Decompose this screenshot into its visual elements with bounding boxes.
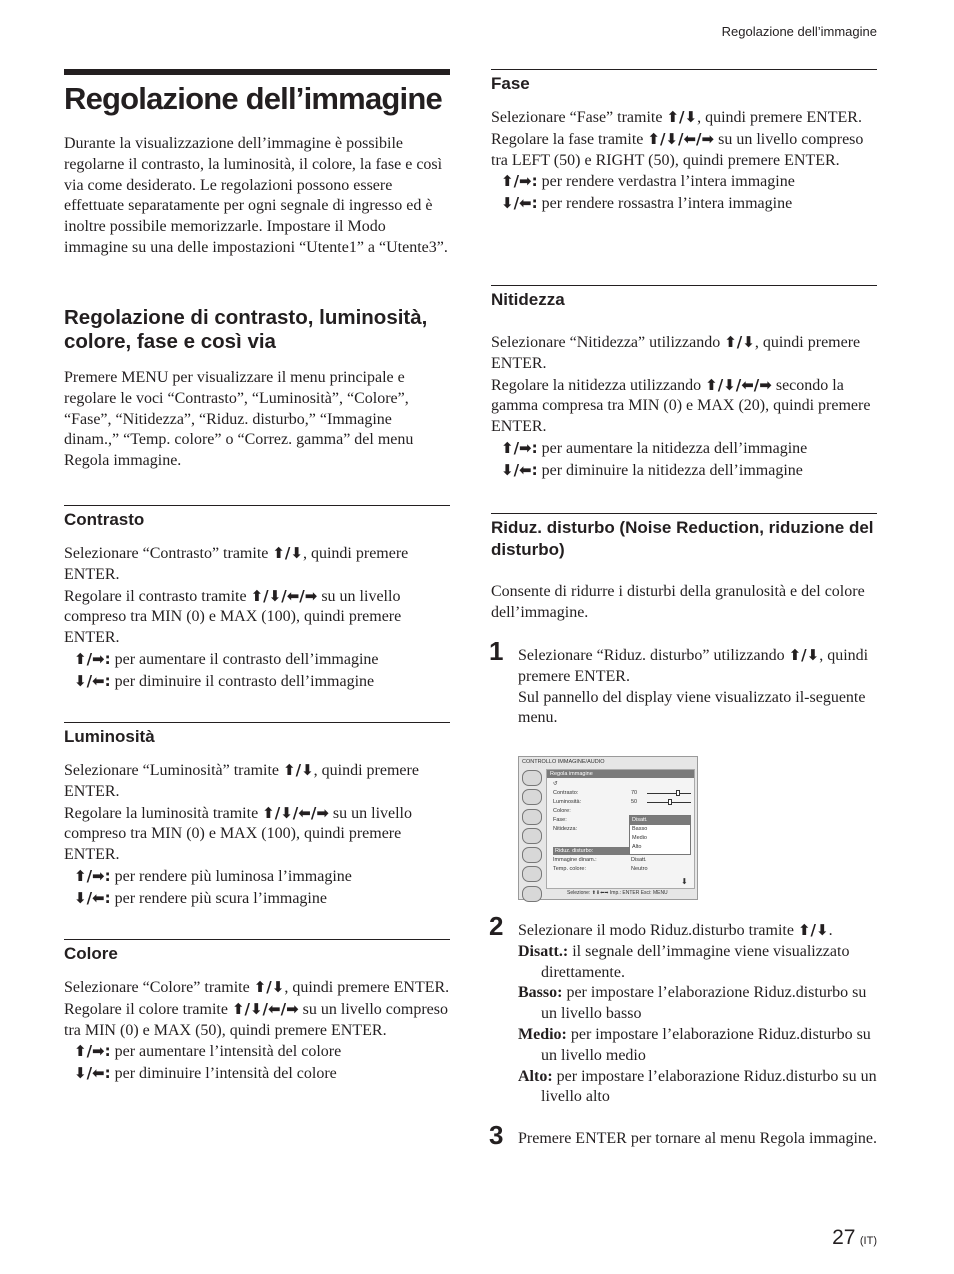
- luminosita-up: ⬆/➡: per rendere più luminosa l’immagine: [74, 866, 352, 885]
- arrow-up-down-icon: ⬆/⬇: [788, 646, 820, 664]
- step-2-text: Selezionare il modo Riduz.disturbo tramite ⬆/⬇.: [518, 921, 833, 939]
- screen-icon: [522, 809, 542, 825]
- luminosita-text: Selezionare “Luminosità” tramite ⬆/⬇, quindi premere ENTER. Regolare la luminosità tramite ⬆/⬇/⬅/➡ su un livello compreso tra MIN (0) e MAX (100), quindi premere ENTER.: [64, 761, 419, 864]
- menu-value: 70: [631, 790, 638, 796]
- fase-heading: Fase: [491, 74, 530, 93]
- menu-row: Colore:: [553, 808, 571, 814]
- title-block: [64, 69, 450, 119]
- dropdown-option: Basso: [632, 826, 648, 832]
- menu-row: Immagine dinam.:: [553, 857, 597, 863]
- dropdown-option: Alto: [632, 844, 642, 850]
- contrasto-text: Selezionare “Contrasto” tramite ⬆/⬇, quindi premere ENTER. Regolare il contrasto tramite ⬆/⬇/⬅/➡ su un livello compreso tra MIN (0) e MAX (100), quindi premere ENTER.: [64, 544, 409, 647]
- nitidezza-text: Selezionare “Nitidezza” utilizzando ⬆/⬇, quindi premere ENTER. Regolare la nitidezza utilizzando ⬆/⬇/⬅/➡ secondo la gamma compresa tra MIN (0) e MAX (20), quindi premere ENTER.: [491, 333, 871, 436]
- contrasto-down: ⬇/⬅: per diminuire il contrasto dell’immagine: [74, 671, 375, 690]
- arrow-up-right-icon: ⬆/➡:: [501, 438, 538, 457]
- arrow-up-right-icon: ⬆/➡:: [74, 866, 111, 885]
- step-1: [518, 645, 877, 729]
- definition-item: Medio: per impostare l’elaborazione Riduz.disturbo su un livello medio: [518, 1025, 871, 1064]
- arrows-icon: ⬆/⬇/⬅/➡: [231, 999, 299, 1018]
- menu-value: Neutro: [631, 866, 648, 872]
- scroll-down-icon: ⬇: [681, 877, 688, 886]
- options-icon: [522, 847, 542, 863]
- menu-dropdown: [629, 815, 691, 855]
- step-1-note: Sul pannello del display viene visualizzato il-seguente menu.: [518, 688, 866, 727]
- menu-row: Contrasto:: [553, 790, 579, 796]
- menu-panel: [546, 769, 695, 889]
- definition-item: Disatt.: il segnale dell’immagine viene visualizzato direttamente.: [518, 942, 850, 981]
- arrow-down-left-icon: ⬇/⬅:: [74, 671, 111, 690]
- contrasto-up: ⬆/➡: per aumentare il contrasto dell’immagine: [74, 649, 379, 668]
- arrow-up-down-icon: ⬆/⬇: [666, 108, 698, 126]
- colore-text: Selezionare “Colore” tramite ⬆/⬇, quindi premere ENTER. Regolare il colore tramite ⬆/⬇/⬅/➡ su un livello compreso tra MIN (0) e MAX (50), quindi premere ENTER.: [64, 978, 450, 1039]
- arrows-icon: ⬆/⬇/⬅/➡: [647, 129, 715, 148]
- timer-icon: [522, 866, 542, 882]
- riduz-heading: Riduz. disturbo (Noise Reduction, riduzione del disturbo): [491, 518, 874, 559]
- arrows-icon: ⬆/⬇/⬅/➡: [262, 803, 329, 822]
- arrow-down-left-icon: ⬇/⬅:: [501, 460, 538, 479]
- menu-title: CONTROLLO IMMAGINE/AUDIO: [522, 759, 605, 765]
- arrow-down-left-icon: ⬇/⬅:: [501, 194, 538, 213]
- menu-footer: Selezione: ⬆⬇⬅➡ Imp.: ENTER Esci: MENU: [567, 890, 668, 896]
- menu-row-selected: Riduz. disturbo:: [553, 847, 629, 855]
- arrows-icon: ⬆/⬇/⬅/➡: [250, 586, 318, 605]
- menu-row: Fase:: [553, 817, 567, 823]
- definition-item: Basso: per impostare l’elaborazione Riduz.disturbo su un livello basso: [518, 984, 867, 1023]
- running-head: Regolazione dell’immagine: [721, 24, 877, 39]
- step-3: [518, 1129, 877, 1150]
- menu-row: Nitidezza:: [553, 826, 578, 832]
- riduz-intro: Consente di ridurre i disturbi della granulosità e del colore dell’immagine.: [491, 583, 865, 621]
- contrasto-heading: Contrasto: [64, 510, 145, 529]
- dropdown-option: Disatt.: [630, 816, 690, 825]
- fase-text: Selezionare “Fase” tramite ⬆/⬇, quindi premere ENTER. Regolare la fase tramite ⬆/⬇/⬅/➡ su un livello compreso tra LEFT (50) e RIGHT (50), quindi premere ENTER.: [491, 108, 864, 169]
- arrow-up-down-icon: ⬆/⬇: [724, 333, 755, 351]
- nitidezza-down: ⬇/⬅: per diminuire la nitidezza dell’immagine: [501, 460, 803, 479]
- step-3-text: Premere ENTER per tornare al menu Regola immagine.: [518, 1130, 877, 1147]
- arrows-icon: ⬆/⬇/⬅/➡: [705, 375, 772, 394]
- setup-icon: [522, 828, 542, 844]
- section-heading: Regolazione di contrasto, luminosità, colore, fase e così via: [64, 306, 428, 353]
- luminosita-heading: Luminosità: [64, 727, 155, 746]
- nitidezza-heading: Nitidezza: [491, 290, 565, 309]
- menu-value: 50: [631, 799, 638, 805]
- step-2-number: 2: [489, 911, 504, 941]
- audio-icon: [522, 789, 542, 805]
- mode-definitions: [518, 942, 877, 1108]
- arrow-down-left-icon: ⬇/⬅:: [74, 888, 111, 907]
- fase-up: ⬆/➡: per rendere verdastra l’intera immagine: [501, 172, 795, 191]
- intro-paragraph: Durante la visualizzazione dell’immagine è possibile regolarne il contrasto, la luminosità, il colore, la fase e così via come desiderato. Le regolazioni possono essere effettuate separatamente per ogni segnale di ingresso ed è inoltre possibile memorizzarle. Impostare il Modo immagine su una delle impostazioni “Utente1” a “Utente3”.: [64, 135, 448, 256]
- colore-down: ⬇/⬅: per diminuire l’intensità del colore: [74, 1064, 337, 1083]
- dropdown-option: Medio: [632, 835, 647, 841]
- step-2: [518, 920, 877, 1108]
- picture-icon: [522, 770, 542, 786]
- colore-up: ⬆/➡: per aumentare l’intensità del colore: [74, 1042, 342, 1061]
- luminosita-down: ⬇/⬅: per rendere più scura l’immagine: [74, 888, 327, 907]
- fase-block: [491, 69, 877, 215]
- menu-row: Temp. colore:: [553, 866, 587, 872]
- menu-icon-column: [522, 770, 542, 905]
- colore-block: [64, 939, 450, 1085]
- fase-down: ⬇/⬅: per rendere rossastra l’intera immagine: [501, 194, 793, 213]
- arrow-up-down-icon: ⬆/⬇: [253, 978, 285, 996]
- step-1-number: 1: [489, 636, 504, 666]
- definition-item: Alto: per impostare l’elaborazione Riduz.disturbo su un livello alto: [518, 1067, 877, 1106]
- arrow-down-left-icon: ⬇/⬅:: [74, 1064, 111, 1083]
- section-paragraph: Premere MENU per visualizzare il menu principale e regolare le voci “Contrasto”, “Luminosità”, “Colore”, “Fase”, “Nitidezza”, “Riduz. disturbo,” “Immagine dinam.,” “Temp. colore” o “Correz. gamma” del menu Regola immagine.: [64, 369, 414, 470]
- arrow-up-down-icon: ⬆/⬇: [283, 761, 314, 779]
- nitidezza-block: [491, 285, 877, 482]
- page-number: 27 (IT): [832, 1226, 877, 1249]
- menu-back-icon: ↺: [553, 781, 558, 787]
- riduz-block: [491, 513, 877, 624]
- menu-screenshot: [518, 756, 698, 900]
- arrow-up-right-icon: ⬆/➡:: [74, 1042, 111, 1061]
- menu-panel-title: Regola immagine: [547, 770, 694, 778]
- arrow-up-down-icon: ⬆/⬇: [272, 544, 303, 562]
- arrow-up-right-icon: ⬆/➡:: [501, 172, 538, 191]
- luminosita-block: [64, 722, 450, 910]
- menu-row: Luminosità:: [553, 799, 582, 805]
- nitidezza-up: ⬆/➡: per aumentare la nitidezza dell’immagine: [501, 438, 808, 457]
- contrast-slider: [647, 793, 691, 794]
- section-block: [64, 306, 450, 472]
- info-icon: [522, 886, 542, 902]
- brightness-slider: [647, 802, 691, 803]
- page-title: Regolazione dell’immagine: [64, 81, 442, 116]
- menu-value: Disatt.: [631, 857, 647, 863]
- arrow-up-right-icon: ⬆/➡:: [74, 649, 111, 668]
- colore-heading: Colore: [64, 944, 118, 963]
- intro-block: [64, 134, 450, 259]
- slider-knob: [668, 799, 672, 805]
- contrasto-block: [64, 505, 450, 693]
- slider-knob: [676, 790, 680, 796]
- step-3-number: 3: [489, 1120, 504, 1150]
- step-1-text: Selezionare “Riduz. disturbo” utilizzando ⬆/⬇, quindi premere ENTER.: [518, 646, 869, 685]
- arrow-up-down-icon: ⬆/⬇: [797, 921, 829, 939]
